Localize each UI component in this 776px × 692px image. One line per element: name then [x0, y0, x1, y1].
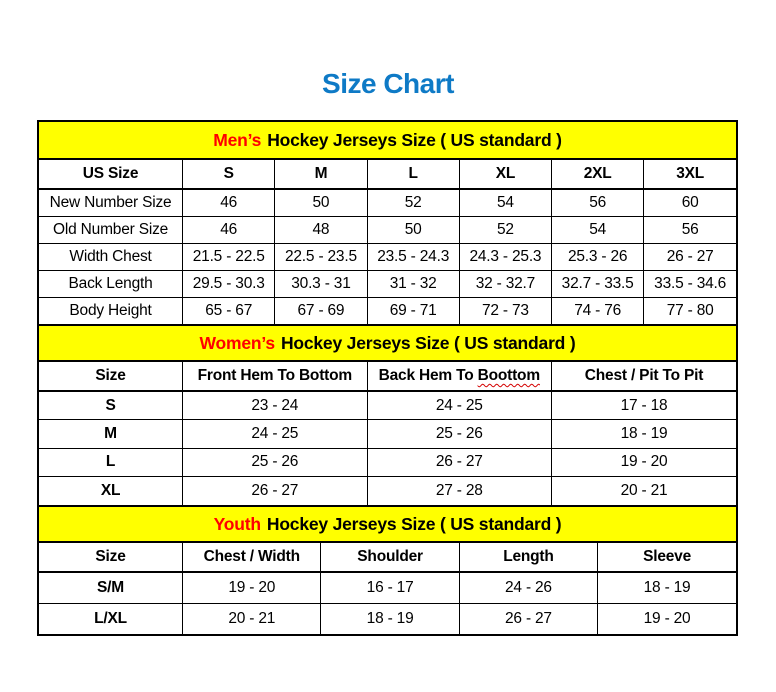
section-youth [39, 505, 736, 634]
row-label: Back Length [39, 270, 183, 297]
table-row [39, 603, 736, 634]
table-row [39, 477, 736, 506]
size-cell: 50 [275, 189, 367, 216]
size-cell: 46 [183, 216, 275, 243]
header-row [39, 160, 736, 189]
section-title-highlight: Men’s [213, 129, 262, 150]
table-row [39, 243, 736, 270]
size-cell: 56 [644, 216, 736, 243]
size-cell: 72 - 73 [459, 297, 551, 324]
row-label: Width Chest [39, 243, 183, 270]
size-cell: 33.5 - 34.6 [644, 270, 736, 297]
column-header: Sleeve [598, 543, 736, 572]
column-header: XL [459, 160, 551, 189]
column-header: Chest / Width [183, 543, 321, 572]
youth-table [39, 543, 736, 634]
table-row [39, 216, 736, 243]
size-cell: 19 - 20 [598, 603, 736, 634]
size-cell: 20 - 21 [183, 603, 321, 634]
size-cell: 52 [459, 216, 551, 243]
size-cell: 25.3 - 26 [552, 243, 644, 270]
row-label: S [39, 391, 183, 420]
section-title-text: Hockey Jerseys Size ( US standard ) [266, 513, 562, 534]
section-title-highlight: Youth [213, 513, 261, 534]
table-row [39, 448, 736, 477]
size-chart-table [37, 120, 738, 636]
column-header: US Size [39, 160, 183, 189]
section-banner-youth [39, 505, 736, 543]
size-cell: 21.5 - 22.5 [183, 243, 275, 270]
size-cell: 25 - 26 [183, 448, 367, 477]
column-header: Size [39, 543, 183, 572]
size-cell: 24 - 25 [183, 420, 367, 449]
mens-table [39, 160, 736, 324]
size-cell: 69 - 71 [367, 297, 459, 324]
size-cell: 65 - 67 [183, 297, 275, 324]
size-cell: 46 [183, 189, 275, 216]
size-cell: 24 - 26 [459, 572, 597, 603]
size-cell: 26 - 27 [459, 603, 597, 634]
column-header: Front Hem To Bottom [183, 362, 367, 391]
size-cell: 32.7 - 33.5 [552, 270, 644, 297]
size-cell: 52 [367, 189, 459, 216]
column-header: Size [39, 362, 183, 391]
section-banner-mens [39, 122, 736, 160]
section-title-text: Hockey Jerseys Size ( US standard ) [267, 129, 562, 150]
size-cell: 56 [552, 189, 644, 216]
size-cell: 19 - 20 [552, 448, 736, 477]
row-label: L [39, 448, 183, 477]
section-banner-womens [39, 324, 736, 362]
column-header: 2XL [552, 160, 644, 189]
size-cell: 67 - 69 [275, 297, 367, 324]
table-row [39, 420, 736, 449]
size-cell: 18 - 19 [598, 572, 736, 603]
size-cell: 48 [275, 216, 367, 243]
size-cell: 50 [367, 216, 459, 243]
size-cell: 26 - 27 [183, 477, 367, 506]
size-cell: 16 - 17 [321, 572, 459, 603]
size-cell: 32 - 32.7 [459, 270, 551, 297]
womens-table [39, 362, 736, 505]
size-cell: 60 [644, 189, 736, 216]
table-row [39, 297, 736, 324]
row-label: M [39, 420, 183, 449]
row-label: Old Number Size [39, 216, 183, 243]
column-header: L [367, 160, 459, 189]
row-label: S/M [39, 572, 183, 603]
size-cell: 54 [459, 189, 551, 216]
row-label: New Number Size [39, 189, 183, 216]
size-cell: 77 - 80 [644, 297, 736, 324]
size-cell: 18 - 19 [321, 603, 459, 634]
header-row [39, 362, 736, 391]
size-cell: 26 - 27 [367, 448, 551, 477]
section-mens [39, 122, 736, 324]
size-cell: 19 - 20 [183, 572, 321, 603]
size-cell: 30.3 - 31 [275, 270, 367, 297]
column-header: Chest / Pit To Pit [552, 362, 736, 391]
column-header: Length [459, 543, 597, 572]
column-header: Back Hem To Boottom [367, 362, 551, 391]
size-cell: 25 - 26 [367, 420, 551, 449]
row-label: L/XL [39, 603, 183, 634]
column-header: Shoulder [321, 543, 459, 572]
table-row [39, 270, 736, 297]
header-row [39, 543, 736, 572]
size-cell: 26 - 27 [644, 243, 736, 270]
table-row [39, 572, 736, 603]
row-label: XL [39, 477, 183, 506]
size-cell: 23 - 24 [183, 391, 367, 420]
size-cell: 74 - 76 [552, 297, 644, 324]
table-row [39, 189, 736, 216]
size-cell: 31 - 32 [367, 270, 459, 297]
size-cell: 22.5 - 23.5 [275, 243, 367, 270]
column-header: S [183, 160, 275, 189]
size-cell: 29.5 - 30.3 [183, 270, 275, 297]
size-cell: 17 - 18 [552, 391, 736, 420]
column-header: M [275, 160, 367, 189]
row-label: Body Height [39, 297, 183, 324]
section-title-highlight: Women’s [199, 332, 275, 353]
size-cell: 18 - 19 [552, 420, 736, 449]
misspelled-word: Boottom [477, 367, 540, 384]
column-header: 3XL [644, 160, 736, 189]
size-cell: 54 [552, 216, 644, 243]
table-row [39, 391, 736, 420]
size-cell: 23.5 - 24.3 [367, 243, 459, 270]
size-cell: 24 - 25 [367, 391, 551, 420]
size-cell: 27 - 28 [367, 477, 551, 506]
size-cell: 20 - 21 [552, 477, 736, 506]
section-title-text: Hockey Jerseys Size ( US standard ) [280, 332, 576, 353]
page-title: Size Chart [322, 68, 454, 99]
size-cell: 24.3 - 25.3 [459, 243, 551, 270]
section-womens [39, 324, 736, 505]
